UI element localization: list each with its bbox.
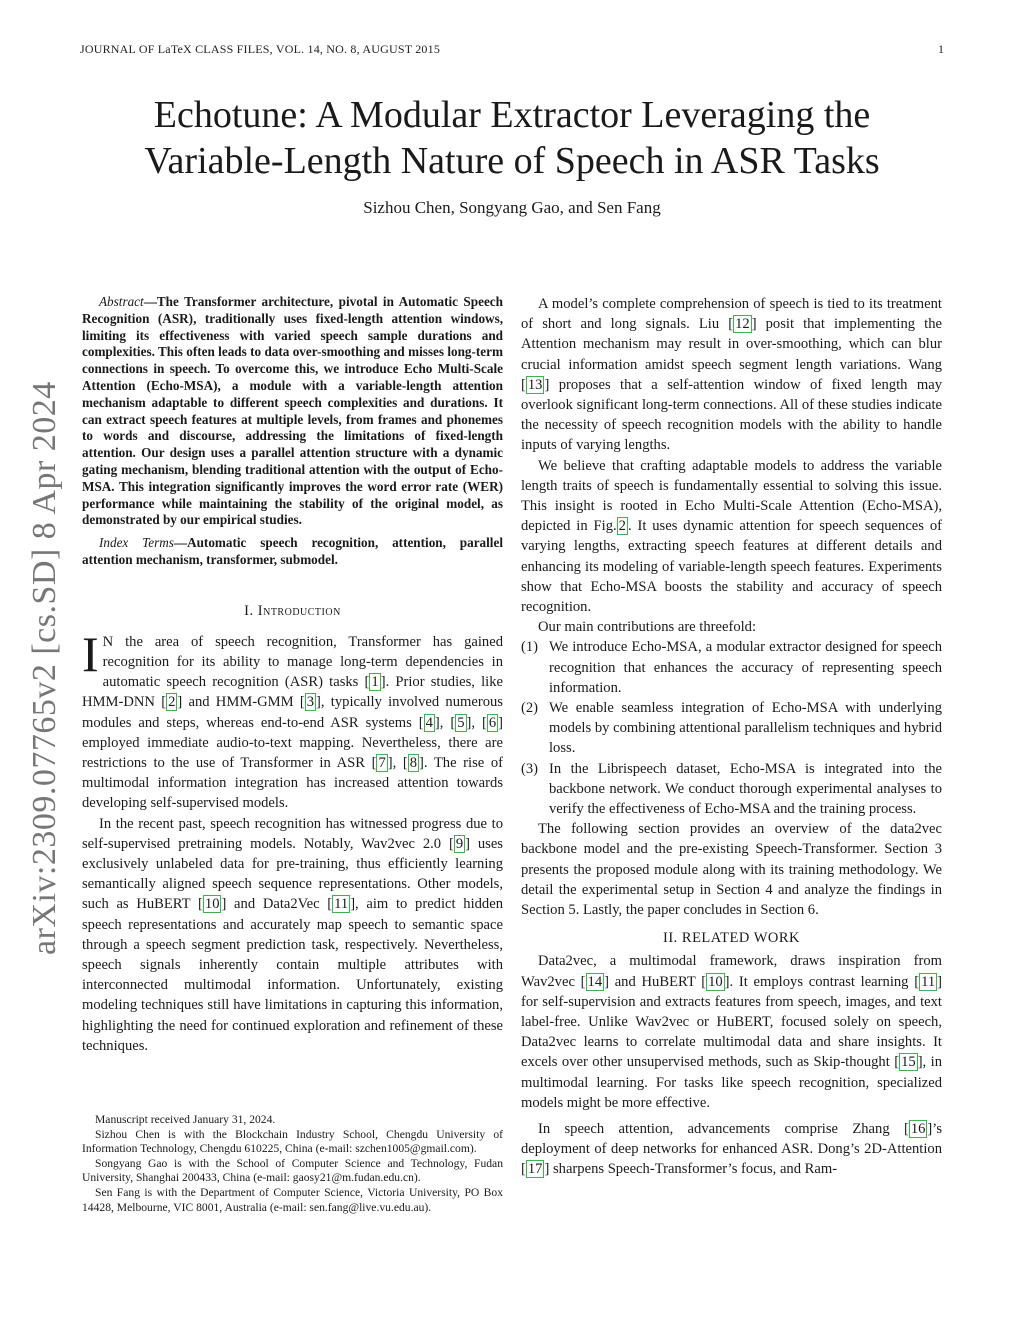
citation-link[interactable]: 11 (334, 896, 349, 913)
list-number: (3) (521, 760, 539, 777)
text-run: ], aim to predict hidden speech representations and accurately map speech to semantic space through a speech segment prediction task, respectively. Nevertheless, speech signals inherently contain multiple attributes with interconnected multimodal information. Unfortunately, existing modeling techniques still have limitations in capturing this information, highlighting the need for continued exploration and refinement of these techniques. (82, 896, 503, 1054)
list-item (521, 698, 942, 759)
footnote: Sizhou Chen is with the Blockchain Industry School, Chengdu University of Information Technology, Chengdu 610225, China (e-mail: szchen1005@gmail.com). (82, 1127, 503, 1156)
abstract-text: —The Transformer architecture, pivotal in Automatic Speech Recognition (ASR), traditionally uses fixed-length attention windows, limiting its effectiveness with varied speech sample durations and complexities. This often leads to data over-smoothing and misses long-term connections in speech. To overcome this, we introduce Echo Multi-Scale Attention (Echo-MSA), a module with a variable-length attention mechanism adaptable to different speech complexities and durations. It can extract speech features at multiple levels, from frames and phonemes to words and discourse, addressing the limitations of fixed-length attention. Our design uses a parallel attention structure with a dynamic gating mechanism, blending traditional attention with the output of Echo-MSA. This integration significantly improves the word error rate (WER) performance while maintaining the stability of the original model, as demonstrated by our empirical studies. (82, 294, 503, 528)
index-terms-label: Index Terms (99, 535, 174, 551)
text-run: ], in multimodal learning. For tasks like speech recognition, specialized models might be more effective. (521, 1054, 942, 1111)
citation-link[interactable]: 4 (425, 714, 433, 731)
citation-link[interactable]: 2 (168, 694, 176, 711)
text-run: ]. Prior studies, like HMM-DNN [ (82, 674, 503, 711)
text-run: ], [ (434, 714, 456, 731)
text-run: A model’s complete comprehension of speech is tied to its treatment of short and long signals. Liu [ (521, 296, 942, 333)
citation-link[interactable]: 5 (457, 714, 465, 731)
abstract-label: Abstract (99, 294, 144, 309)
authors: Sizhou Chen, Songyang Gao, and Sen Fang (363, 198, 661, 217)
related-paragraph-1 (521, 951, 942, 1113)
arxiv-stamp: arXiv:2309.07765v2 [cs.SD] 8 Apr 2024 (26, 381, 63, 955)
citation-link[interactable]: 17 (527, 1161, 543, 1178)
running-head: JOURNAL OF LaTeX CLASS FILES, VOL. 14, NO. 8, AUGUST 2015 (80, 42, 441, 56)
text-run: ]’s deployment of deep networks for enhanced ASR. Dong’s 2D-Attention [ (521, 1120, 942, 1178)
text-run: ] for self-supervision and extracts features from speech, images, and text label-free. Unlike Wav2vec or HuBERT, focused solely on speech, Data2vec learns to correlate multimodal data and share insights. It excels over other unsupervised methods, such as Skip-thought [ (521, 973, 942, 1071)
contributions-list (521, 637, 942, 819)
page-number: 1 (938, 42, 944, 56)
text-run: ] sharpens Speech-Transformer’s focus, and Ram- (544, 1161, 838, 1178)
paper-title (0, 92, 1024, 184)
section-number: I. (244, 602, 254, 619)
title-line: Variable-Length Nature of Speech in ASR Tasks (144, 140, 880, 182)
footnote: Songyang Gao is with the School of Computer Science and Technology, Fudan University, Shanghai 200433, China (e-mail: gaosy21@m.fudan.edu.cn). (82, 1156, 503, 1185)
right-paragraph-outline: The following section provides an overview of the data2vec backbone model and the pre-existing Speech-Transformer. Section 3 presents the proposed module along with its training methodology. We detail the experimental setup in Section 4 and analyze the findings in Section 5. Lastly, the paper concludes in Section 6. (521, 821, 942, 919)
citation-link[interactable]: 14 (587, 973, 603, 990)
citation-link[interactable]: 6 (488, 714, 497, 731)
section-heading-related-work: II. RELATED WORK (662, 930, 800, 947)
text-run: We believe that crafting adaptable models to address the variable length traits of speech is fundamentally essential to solving this issue. This insight is rooted in Echo Multi-Scale Attention (Echo-MSA), depicted in Fig. (521, 457, 942, 535)
text-run: N the area of speech recognition, Transformer has gained recognition for its ability to manage long-term dependencies in automatic speech recognition (ASR) tasks [ (102, 633, 503, 691)
right-paragraph-1 (521, 294, 942, 456)
index-terms (82, 535, 503, 569)
title-line: Echotune: A Modular Extractor Leveraging the (153, 94, 871, 136)
list-text: In the Librispeech dataset, Echo-MSA is integrated into the backbone network. We conduct thorough experimental analyses to verify the effectiveness of Echo-MSA and the training process. (549, 760, 942, 818)
intro-paragraph-2 (82, 814, 503, 1056)
text-run: ] and HuBERT [ (604, 973, 707, 990)
left-column (82, 294, 503, 1056)
text-run: ]. The rise of multimodal information integration has increased attention towards developing self-supervised models. (82, 754, 503, 812)
text-run: ] and Data2Vec [ (221, 896, 333, 913)
right-column (521, 294, 942, 1180)
footnotes (82, 1113, 503, 1215)
citation-link[interactable]: 16 (910, 1120, 926, 1137)
text-run: ], typically involved numerous modules and steps, whereas end-to-end ASR systems [ (82, 694, 503, 731)
abstract (82, 294, 503, 529)
citation-link[interactable]: 11 (921, 973, 936, 990)
text-run: ] and HMM-GMM [ (177, 694, 305, 711)
list-text: We introduce Echo-MSA, a modular extractor designed for speech recognition that enhances the accuracy of representing speech information. (549, 639, 942, 696)
text-run: ] employed immediate audio-to-text mapping. Nevertheless, there are restrictions to the use of Transformer in ASR [ (82, 714, 503, 771)
text-run: ] proposes that a self-attention window of fixed length may overlook significant long-term connections. All of these studies indicate the necessity of speech recognition models with the ability to handle inputs of varying lengths. (521, 376, 942, 454)
intro-paragraph-1 (82, 625, 503, 814)
list-number: (2) (521, 700, 539, 717)
citation-link[interactable]: 10 (204, 896, 220, 913)
citation-link[interactable]: 1 (371, 674, 379, 691)
section-title: Introduction (257, 602, 341, 619)
list-item (521, 759, 942, 820)
text-run: ] posit that implementing the Attention mechanism may result in over-smoothing, which can blur crucial information amidst speech segment length variations. Wang [ (521, 316, 942, 393)
footnote: Sen Fang is with the Department of Computer Science, Victoria University, PO Box 14428, Melbourne, VIC 8001, Australia (e-mail: sen.fang@live.vu.edu.au). (82, 1185, 503, 1214)
text-run: In speech attention, advancements comprise Zhang [ (538, 1120, 909, 1137)
contributions-intro: Our main contributions are threefold: (538, 619, 757, 636)
citation-link[interactable]: 3 (306, 694, 315, 711)
text-run: ]. It employs contrast learning [ (724, 973, 920, 990)
section-heading-introduction (82, 603, 503, 620)
citation-link[interactable]: 7 (378, 754, 386, 771)
right-paragraph-2 (521, 456, 942, 618)
list-item (521, 637, 942, 698)
text-run: In the recent past, speech recognition has witnessed progress due to self-supervised pretraining models. Notably, Wav2vec 2.0 [ (82, 815, 503, 852)
citation-link[interactable]: 9 (455, 835, 464, 852)
text-run: ], [ (466, 714, 487, 731)
citation-link[interactable]: 15 (901, 1054, 916, 1071)
text-run: ], [ (387, 754, 408, 771)
text-run: ] uses exclusively unlabeled data for pre-training, thus efficiently learning semantically aligned speech sequence representations. Other models, such as HuBERT [ (82, 835, 503, 913)
drop-cap: I (82, 625, 99, 682)
text-run: Data2vec, a multimodal framework, draws inspiration from Wav2vec [ (521, 953, 942, 990)
related-paragraph-2 (521, 1119, 942, 1180)
figure-link[interactable]: 2 (618, 518, 626, 535)
citation-link[interactable]: 8 (409, 754, 418, 771)
index-terms-text: —Automatic speech recognition, attention, parallel attention mechanism, transformer, submodel. (82, 535, 503, 567)
citation-link[interactable]: 13 (527, 376, 543, 393)
citation-link[interactable]: 12 (735, 316, 750, 333)
list-number: (1) (521, 639, 539, 656)
text-run: . It uses dynamic attention for speech sequences of varying lengths, extracting speech features at different details and enhancing its modeling of variable-length speech features. Experiments show that Echo-MSA boosts the stability and accuracy of speech recognition. (521, 518, 942, 616)
citation-link[interactable]: 10 (708, 973, 723, 990)
list-text: We enable seamless integration of Echo-MSA with underlying models by combining attentional parallelism techniques and hybrid loss. (549, 700, 942, 757)
footnote: Manuscript received January 31, 2024. (95, 1113, 276, 1126)
